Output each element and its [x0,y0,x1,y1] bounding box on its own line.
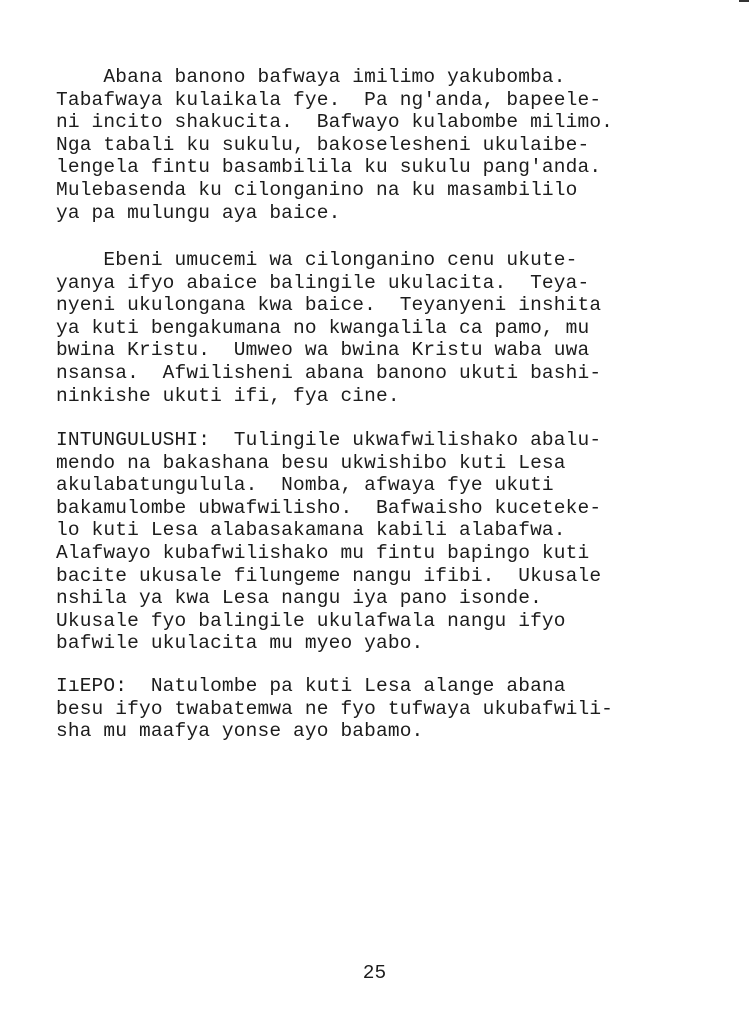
text-line: yanya ifyo abaice balingile ukulacita. Teya- [56,271,590,294]
text-line: nyeni ukulongana kwa baice. Teyanyeni inshita [56,294,602,317]
paragraph-prayer [56,675,613,743]
text-line: sha mu maafya yonse ayo babamo. [56,720,424,743]
text-line: nsansa. Afwilisheni abana banono ukuti bashi- [56,361,602,384]
text-line: lengela fintu basambilila ku sukulu pang'anda. [56,156,602,179]
text-line: nshila ya kwa Lesa nangu iya pano isonde. [56,587,542,610]
text-line: ninkishe ukuti ifi, fya cine. [56,384,400,407]
text-line: bafwile ukulacita mu myeo yabo. [56,632,424,655]
text-line: Alafwayo kubafwilishako mu fintu bapingo kuti [56,541,590,564]
paragraph-guidance [56,429,601,655]
text-line: lo kuti Lesa alabasakamana kabili alabafwa. [56,519,566,542]
text-line: ya kuti bengakumana no kwangalila ca pamo, mu [56,316,590,339]
text-line: ni incito shakucita. Bafwayo kulabombe milimo. [56,111,614,134]
text-line: besu ifyo twabatemwa ne fyo tufwaya ukubafwili- [56,697,614,720]
text-line: akulabatungulula. Nomba, afwaya fye ukuti [56,474,554,497]
text-line: bakamulombe ubwafwilisho. Bafwaisho kuceteke- [56,496,602,519]
text-line: ya pa mulungu aya baice. [56,201,341,224]
text-line: IıEPO: Natulombe pa kuti Lesa alange abana [56,675,566,697]
paragraph-children-work [56,66,613,224]
paragraph-congregation-leader [56,249,601,407]
text-line: Tabafwaya kulaikala fye. Pa ng'anda, bapeele- [56,88,602,111]
text-line: INTUNGULUSHI: Tulingile ukwafwilishako abalu- [56,429,602,451]
text-line: mendo na bakashana besu ukwishibo kuti Lesa [56,451,566,474]
text-line: Ebeni umucemi wa cilonganino cenu ukute- [56,249,578,271]
text-line: bacite ukusale filungeme nangu ifibi. Ukusale [56,564,602,587]
text-line: Mulebasenda ku cilonganino na ku masambililo [56,178,578,201]
page-number: 25 [362,962,387,984]
text-line: Abana banono bafwaya imilimo yakubomba. [56,66,566,88]
text-line: Nga tabali ku sukulu, bakoselesheni ukulaibe- [56,133,590,156]
text-line: bwina Kristu. Umweo wa bwina Kristu waba uwa [56,339,590,362]
corner-scan-mark [739,0,749,2]
text-line: Ukusale fyo balingile ukulafwala nangu ifyo [56,609,566,632]
